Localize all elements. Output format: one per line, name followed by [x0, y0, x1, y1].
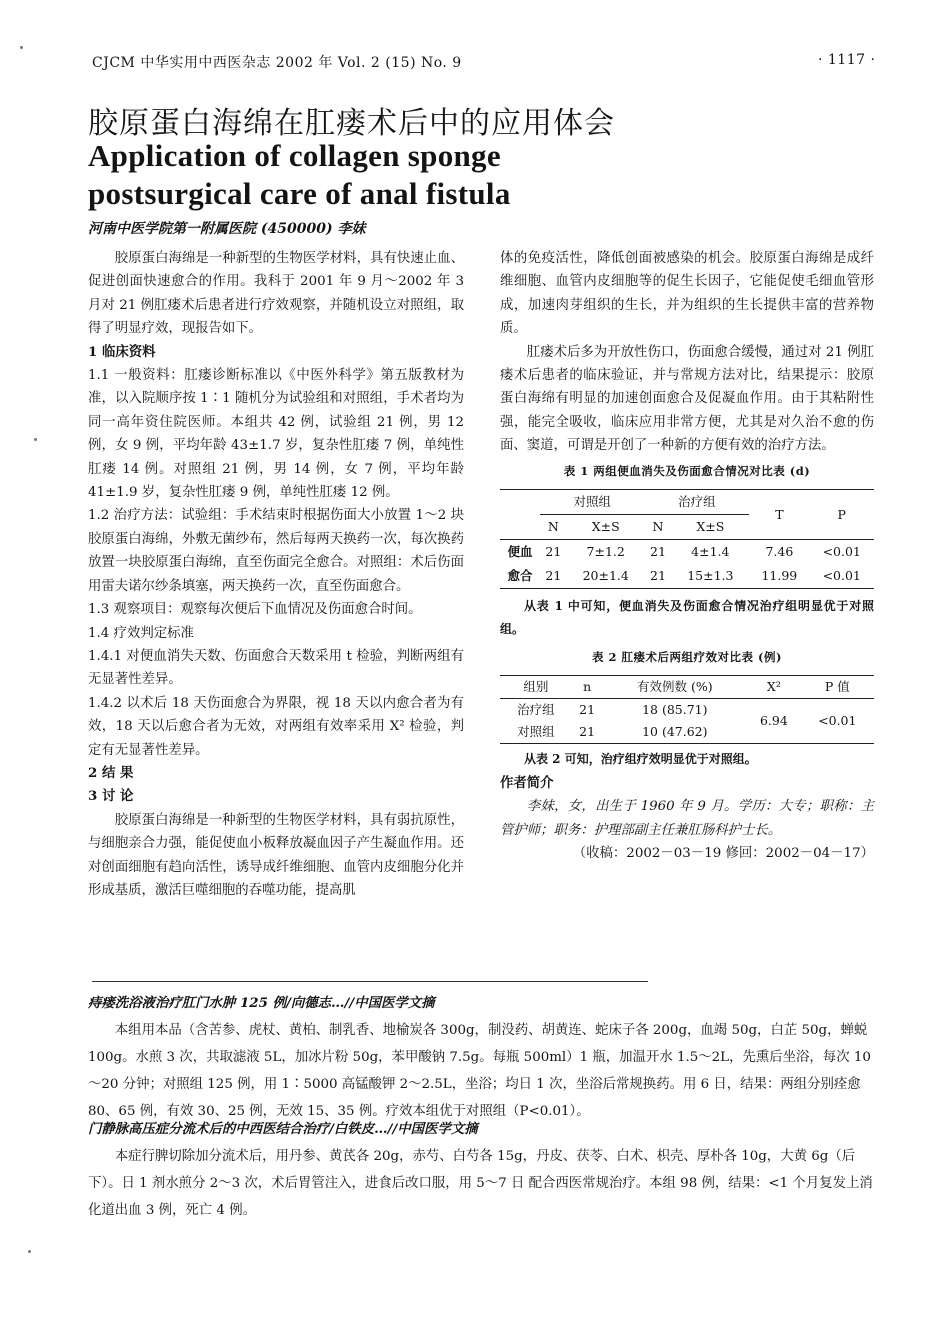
table-cell: 10 (47.62) — [642, 724, 708, 740]
author-bio: 李妹，女，出生于 1960 年 9 月。学历：大专；职称：主管护师；职务：护理部副主任兼肛肠科护士长。 — [500, 799, 874, 838]
table-1-group-treatment: 治疗组 — [645, 490, 750, 515]
abstract-1-title: 痔瘘洗浴液治疗肛门水肿 125 例/向德志…//中国医学文摘 — [88, 995, 435, 1011]
table-cell: 20±1.4 — [582, 568, 629, 584]
table-cell: 治疗组 — [517, 702, 555, 718]
table-cell: 6.94 — [759, 713, 788, 729]
scan-speck — [28, 1250, 31, 1253]
table-1-note: 从表 1 中可知，便血消失及伤面愈合情况治疗组明显优于对照组。 — [500, 599, 874, 637]
table-cell: <0.01 — [822, 544, 861, 560]
table-cell: 11.99 — [761, 568, 798, 584]
scan-speck — [34, 438, 37, 441]
discussion-paragraph-2: 肛瘘术后多为开放性伤口，伤面愈合缓慢，通过对 21 例肛瘘术后患者的临床验证，并与常规方法对比，结果提示：胶原蛋白海绵有明显的加速创面愈合及促凝血作用。由于其粘附性强，能完全吸收，临床应用非常方便，尤其是对久治不愈的伤面、窦道，可谓是开创了一种新的方便有效的治疗方法。 — [500, 344, 874, 454]
author-affiliation: 河南中医学院第一附属医院 (450000) 李妹 — [88, 221, 366, 237]
abstract-block-2 — [88, 1116, 878, 1224]
table-1-header-t: T — [775, 506, 784, 522]
discussion-continued: 体的免疫活性，降低创面被感染的机会。胶原蛋白海绵是成纤维细胞、血管内皮细胞等的促生长因子，它能促使毛细血管形成，加速肉芽组织的生长，并为组织的生长提供丰富的营养物质。 — [500, 251, 874, 337]
intro-paragraph: 胶原蛋白海绵是一种新型的生物医学材料，具有快速止血、促进创面快速愈合的作用。我科于 2001 年 9 月～2002 年 3 月对 21 例肛瘘术后患者进行疗效观察，并随机设立对照组，取得了明显疗效，现报告如下。 — [88, 251, 464, 337]
table-2-caption: 表 2 肛瘘术后两组疗效对比表 (例) — [592, 649, 782, 664]
title-english-line-1: Application of collagen sponge — [88, 138, 501, 173]
abstract-2-title: 门静脉高压症分流术后的中西医结合治疗/白铁皮…//中国医学文摘 — [88, 1121, 478, 1137]
table-cell: 7.46 — [765, 544, 794, 560]
table-cell: 21 — [650, 568, 666, 584]
table-2-header-p: P 值 — [824, 679, 850, 695]
paragraph-1-4-2: 1.4.2 以术后 18 天伤面愈合为界限，视 18 天以内愈合者为有效，18 天以后愈合者为无效，对两组有效率采用 X² 检验，判定有无显著性差异。 — [88, 695, 464, 758]
right-column — [500, 247, 874, 865]
table-cell: 18 (85.71) — [642, 702, 708, 718]
table-2-header-group: 组别 — [523, 679, 549, 695]
author-bio-heading: 作者简介 — [500, 774, 554, 791]
received-dates: （收稿：2002－03－19 修回：2002－04－17） — [572, 845, 874, 861]
table-1-header-mean: X±S — [696, 519, 725, 535]
paragraph-1-4-1: 1.4.1 对便血消失天数、伤面愈合天数采用 t 检验，判断两组有无显著性差异。 — [88, 648, 464, 688]
section-heading: 2 结 果 — [88, 764, 134, 781]
table-1-header-mean: X±S — [591, 519, 620, 535]
scan-speck — [20, 46, 23, 49]
section-heading: 3 讨 论 — [88, 788, 134, 805]
table-cell: 21 — [545, 568, 562, 584]
table-2-header-n: n — [583, 679, 592, 695]
running-header: CJCM 中华实用中西医杂志 2002 年 Vol. 2 (15) No. 9 — [92, 55, 462, 71]
table-2-header-effective: 有效例数 (%) — [636, 679, 713, 695]
paragraph-1-2: 1.2 治疗方法：试验组：手术结束时根据伤面大小放置 1～2 块胶原蛋白海绵，外敷无菌纱布，然后每两天换药一次，每次换药放置一块胶原蛋白海绵，直至伤面完全愈合。对照组：术后伤面用雷夫诺尔纱条填塞，两天换药一次，直至伤面愈合。 — [88, 508, 464, 594]
table-cell: 21 — [650, 544, 666, 560]
table-1-caption: 表 1 两组便血消失及伤面愈合情况对比表 (d) — [563, 463, 811, 478]
title-chinese: 胶原蛋白海绵在肛瘘术后中的应用体会 — [88, 106, 615, 141]
discussion-paragraph: 胶原蛋白海绵是一种新型的生物医学材料，具有弱抗原性，与细胞亲合力强，能促使血小板释放凝血因子产生凝血作用。还对创面细胞有趋向活性，诱导成纤维细胞、血管内皮细胞分化并形成基质，激活巨噬细胞的吞噬功能，提高肌 — [88, 812, 464, 898]
table-1-row-label: 便血 — [507, 544, 533, 560]
abstract-block-1 — [88, 990, 878, 1125]
paragraph-1-4: 1.4 疗效判定标准 — [88, 625, 194, 641]
table-cell: 15±1.3 — [687, 568, 734, 584]
table-cell: 对照组 — [517, 724, 555, 740]
table-row — [500, 699, 874, 722]
table-cell: 4±1.4 — [691, 544, 730, 560]
section-heading: 1 临床资料 — [88, 343, 156, 360]
table-cell: <0.01 — [822, 568, 861, 584]
abstract-2-body: 本症行脾切除加分流术后，用丹参、黄芪各 20g，赤芍、白芍各 15g，丹皮、茯苓、白术、枳壳、厚朴各 10g，大黄 6g（后下）。日 1 剂水煎分 2～3 次，术后胃管注入，进食后改口服，用 5～7 日 配合西医常规治疗。本组 98 例，结果：<1 个月复发上消化道出血 3 例，死亡 4 例。 — [88, 1149, 873, 1218]
table-cell: <0.01 — [818, 713, 857, 729]
paragraph-1-1: 1.1 一般资料：肛瘘诊断标准以《中医外科学》第五版教材为准，以入院顺序按 1∶1 随机分为试验组和对照组，手术者均为同一高年资住院医师。本组共 42 例，试验组 21 例，男 12 例，女 9 例，平均年龄 43±1.7 岁，复杂性肛瘘 7 例，单纯性肛瘘 14 例。对照组 21 例，男 14 例，女 7 例，平均年龄 41±1.9 岁，复杂性肛瘘 9 例，单纯性肛瘘 12 例。 — [88, 368, 464, 501]
table-row — [500, 564, 874, 589]
table-cell: 21 — [545, 544, 562, 560]
table-row — [500, 540, 874, 565]
table-cell: 21 — [579, 724, 596, 740]
table-1-group-control: 对照组 — [540, 490, 645, 515]
table-2-header-x2: X² — [766, 679, 781, 695]
page-number: · 1117 · — [818, 52, 876, 68]
left-column — [88, 247, 464, 902]
table-2 — [500, 675, 874, 744]
table-2-note: 从表 2 可知，治疗组疗效明显优于对照组。 — [524, 752, 757, 767]
table-cell: 7±1.2 — [586, 544, 625, 560]
abstract-1-body: 本组用本品（含苦参、虎杖、黄柏、制乳香、地榆炭各 300g，制没药、胡黄连、蛇床子各 200g，血竭 50g，白芷 50g，蝉蜕 100g。水煎 3 次，共取滤液 5L，加冰片粉 50g，苯甲酸钠 7.5g。每瓶 500ml）1 瓶，加温开水 1.5～2L，先熏后坐浴，每次 10～20 分钟；对照组 125 例，用 1∶5000 高锰酸钾 2～2.5L，坐浴；均日 1 次，坐浴后常规换药。用 6 日，结果：两组分别痊愈 80、65 例，有效 30、25 例，无效 15、35 例。疗效本组优于对照组（P<0.01）。 — [88, 1023, 871, 1119]
table-cell: 21 — [579, 702, 596, 718]
table-1-header-n: N — [652, 519, 664, 535]
table-1-row-label: 愈合 — [507, 568, 533, 584]
section-divider — [92, 981, 648, 982]
title-english-line-2: postsurgical care of anal fistula — [88, 176, 511, 211]
table-1-header-p: P — [837, 506, 846, 522]
table-1 — [500, 489, 874, 589]
table-1-header-n: N — [547, 519, 559, 535]
paragraph-1-3: 1.3 观察项目：观察每次便后下血情况及伤面愈合时间。 — [88, 602, 422, 618]
